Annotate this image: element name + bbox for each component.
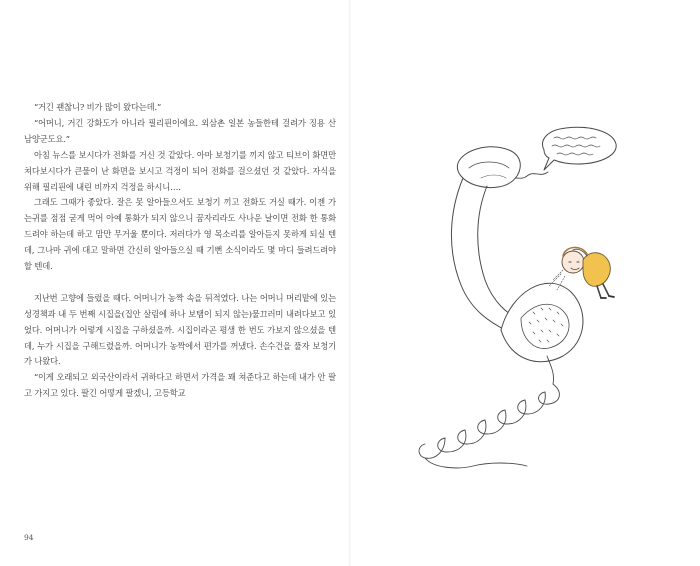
- earpiece: [457, 147, 520, 188]
- paragraph-2: “어머니, 거긴 강화도가 아니라 필리핀이에요. 외삼촌 일본 농들한테 걸려가 징용 산 남양군도요.”: [24, 117, 336, 144]
- body-text: [24, 100, 336, 402]
- paragraph-6: “이게 오래되고 외국산이라서 귀하다고 하면서 가격을 꽤 쳐준다고 하는데 내가 안 팔고 가지고 있다. 팔긴 어떻게 팔겠니, 고등학교: [24, 372, 336, 399]
- page-number: 94: [24, 533, 34, 542]
- paragraph-5: 지난번 고향에 들렀을 때다. 어머니가 농짝 속을 뒤적였다. 나는 어머니 머리맡에 있는 성경책과 내 두 번째 시집을(집안 살림에 하나 보탬이 되지 않는)물끄러미 내려다보고 있었다. 어머니가 어렇게 시집을 구하셨을까. 시집이라곤 평생 한 번도 가보지 않으셨을 텐데, 누가 시집을 구해드렸을까. 어머니가 농짝에서 편가를 꺼냈다. 손수건을 풀자 보청기가 나왔다.: [24, 292, 336, 367]
- left-page: [0, 0, 349, 566]
- paragraph-3: 아침 뉴스를 보시다가 전화를 거신 것 같았다. 아마 보청기를 끼지 않고 티브이 화면만 쳐다보시다가 큰물이 난 화면을 보시고 걱정이 되어 전화를 걸으셨던 것 같았다. 자식을 위해 필리핀에 내린 비까지 걱정을 하시니….: [24, 149, 336, 192]
- right-page: [351, 0, 700, 566]
- paragraph-1: “거긴 괜찮니? 비가 많이 왔다는데.”: [33, 102, 162, 112]
- paragraph-4: 그래도 그때가 좋았다. 잘은 못 알아들으셔도 보청기 끼고 전화도 거실 때가. 이젠 가는귀를 점점 굳게 먹어 아예 통화가 되지 않으니 꿈자리라도 사나운 날이면 전화 한 통화 드려야 하는데 하고 맘만 무거울 뿐이다. 저러다가 영 목소리를 알아듣지 못하게 되실 텐데, 그나마 귀에 대고 말하면 간신히 알아들으실 때 기뻔 소식이라도 몇 마디 들려드려야 할 텐데.: [24, 197, 336, 272]
- mouthpiece: [501, 283, 583, 361]
- coiled-cord: [419, 384, 559, 468]
- speech-bubble: [543, 127, 617, 170]
- telephone-handset-illustration: [351, 0, 700, 566]
